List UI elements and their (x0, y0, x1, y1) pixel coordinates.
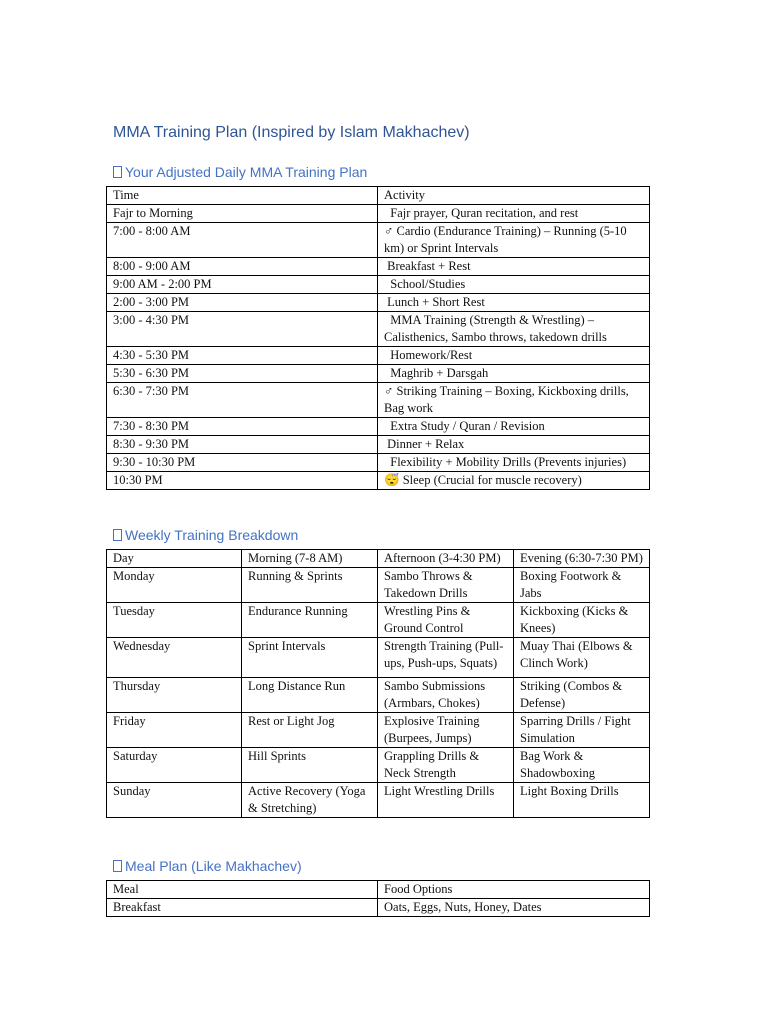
table-row (107, 258, 650, 276)
day-cell: Thursday (107, 678, 242, 713)
afternoon-cell: Sambo Submissions (Armbars, Chokes) (378, 678, 514, 713)
activity-cell: School/Studies (378, 276, 650, 294)
table-row (107, 383, 650, 418)
table-row (107, 748, 650, 783)
afternoon-cell: Wrestling Pins & Ground Control (378, 603, 514, 638)
weekly-breakdown-table (106, 549, 650, 818)
missing-glyph-icon (113, 860, 122, 872)
time-cell: 9:30 - 10:30 PM (107, 454, 378, 472)
afternoon-cell: Sambo Throws & Takedown Drills (378, 568, 514, 603)
morning-cell: Long Distance Run (242, 678, 378, 713)
time-cell: 7:00 - 8:00 AM (107, 223, 378, 258)
time-cell: 5:30 - 6:30 PM (107, 365, 378, 383)
daily-plan-heading-text: Your Adjusted Daily MMA Training Plan (125, 164, 368, 180)
afternoon-cell: Strength Training (Pull-ups, Push-ups, Squats) (378, 638, 514, 678)
table-row (107, 713, 650, 748)
time-cell: 2:00 - 3:00 PM (107, 294, 378, 312)
table-row (107, 783, 650, 818)
day-cell: Monday (107, 568, 242, 603)
evening-cell: Striking (Combos & Defense) (514, 678, 650, 713)
evening-cell: Kickboxing (Kicks & Knees) (514, 603, 650, 638)
evening-cell: Bag Work & Shadowboxing (514, 748, 650, 783)
morning-cell: Sprint Intervals (242, 638, 378, 678)
activity-cell: 😴 Sleep (Crucial for muscle recovery) (378, 472, 650, 490)
header-evening: Evening (6:30-7:30 PM) (514, 550, 650, 568)
morning-cell: Active Recovery (Yoga & Stretching) (242, 783, 378, 818)
afternoon-cell: Light Wrestling Drills (378, 783, 514, 818)
day-cell: Sunday (107, 783, 242, 818)
activity-cell: MMA Training (Strength & Wrestling) – Calisthenics, Sambo throws, takedown drills (378, 312, 650, 347)
meal-plan-heading-text: Meal Plan (Like Makhachev) (125, 858, 302, 874)
day-cell: Wednesday (107, 638, 242, 678)
time-cell: 8:30 - 9:30 PM (107, 436, 378, 454)
activity-cell: Lunch + Short Rest (378, 294, 650, 312)
time-cell: 8:00 - 9:00 AM (107, 258, 378, 276)
table-row (107, 678, 650, 713)
table-row (107, 603, 650, 638)
afternoon-cell: Grappling Drills & Neck Strength (378, 748, 514, 783)
table-row (107, 312, 650, 347)
activity-cell: Extra Study / Quran / Revision (378, 418, 650, 436)
table-row (107, 276, 650, 294)
header-food-options: Food Options (378, 881, 650, 899)
header-activity: Activity (378, 187, 650, 205)
meal-plan-table (106, 880, 650, 917)
table-row (107, 899, 650, 917)
activity-cell: Homework/Rest (378, 347, 650, 365)
daily-plan-table (106, 186, 650, 490)
activity-cell: Maghrib + Darsgah (378, 365, 650, 383)
morning-cell: Rest or Light Jog (242, 713, 378, 748)
activity-cell: ♂ Cardio (Endurance Training) – Running (5-10 km) or Sprint Intervals (378, 223, 650, 258)
header-morning: Morning (7-8 AM) (242, 550, 378, 568)
time-cell: 3:00 - 4:30 PM (107, 312, 378, 347)
day-cell: Friday (107, 713, 242, 748)
header-day: Day (107, 550, 242, 568)
table-header-row (107, 881, 650, 899)
table-row (107, 294, 650, 312)
day-cell: Saturday (107, 748, 242, 783)
time-cell: 4:30 - 5:30 PM (107, 347, 378, 365)
time-cell: Fajr to Morning (107, 205, 378, 223)
activity-cell: Fajr prayer, Quran recitation, and rest (378, 205, 650, 223)
evening-cell: Boxing Footwork & Jabs (514, 568, 650, 603)
table-row (107, 365, 650, 383)
table-row (107, 418, 650, 436)
time-cell: 7:30 - 8:30 PM (107, 418, 378, 436)
table-row (107, 223, 650, 258)
header-time: Time (107, 187, 378, 205)
morning-cell: Hill Sprints (242, 748, 378, 783)
missing-glyph-icon (113, 529, 122, 541)
activity-cell: Flexibility + Mobility Drills (Prevents injuries) (378, 454, 650, 472)
evening-cell: Sparring Drills / Fight Simulation (514, 713, 650, 748)
activity-cell: ♂ Striking Training – Boxing, Kickboxing drills, Bag work (378, 383, 650, 418)
table-row (107, 472, 650, 490)
evening-cell: Muay Thai (Elbows & Clinch Work) (514, 638, 650, 678)
morning-cell: Running & Sprints (242, 568, 378, 603)
missing-glyph-icon (113, 166, 122, 178)
table-header-row (107, 187, 650, 205)
table-row (107, 568, 650, 603)
morning-cell: Endurance Running (242, 603, 378, 638)
evening-cell: Light Boxing Drills (514, 783, 650, 818)
table-row (107, 436, 650, 454)
weekly-breakdown-heading-text: Weekly Training Breakdown (125, 527, 299, 543)
time-cell: 10:30 PM (107, 472, 378, 490)
afternoon-cell: Explosive Training (Burpees, Jumps) (378, 713, 514, 748)
activity-cell: Dinner + Relax (378, 436, 650, 454)
food-cell: Oats, Eggs, Nuts, Honey, Dates (378, 899, 650, 917)
time-cell: 9:00 AM - 2:00 PM (107, 276, 378, 294)
table-row (107, 205, 650, 223)
table-row (107, 454, 650, 472)
table-row (107, 347, 650, 365)
weekly-breakdown-heading (113, 527, 298, 543)
document-title: MMA Training Plan (Inspired by Islam Makhachev) (113, 124, 470, 141)
table-row (107, 638, 650, 678)
table-header-row (107, 550, 650, 568)
header-afternoon: Afternoon (3-4:30 PM) (378, 550, 514, 568)
header-meal: Meal (107, 881, 378, 899)
day-cell: Tuesday (107, 603, 242, 638)
time-cell: 6:30 - 7:30 PM (107, 383, 378, 418)
daily-plan-heading (113, 164, 367, 180)
activity-cell: Breakfast + Rest (378, 258, 650, 276)
meal-plan-heading (113, 858, 302, 874)
meal-cell: Breakfast (107, 899, 378, 917)
